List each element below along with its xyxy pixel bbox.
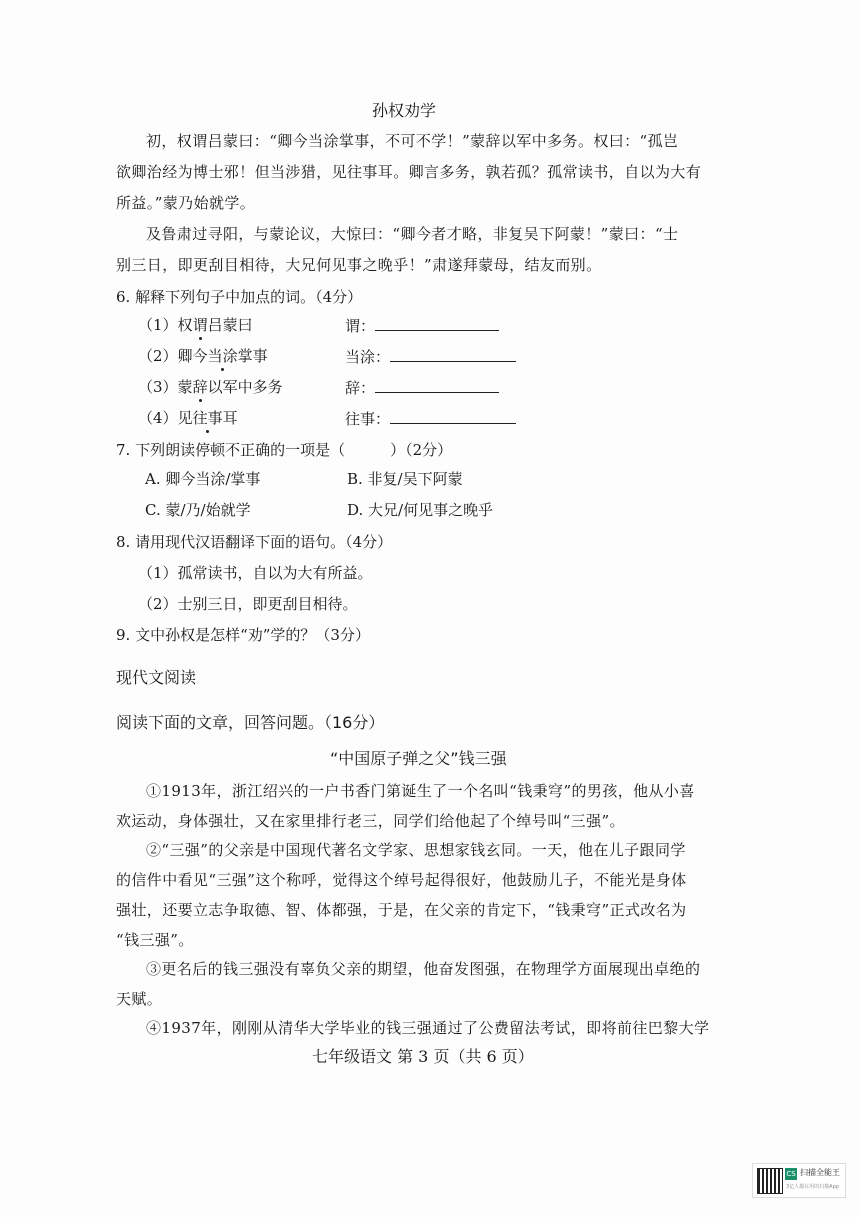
answer-label: 往事： — [345, 410, 391, 428]
option-d[interactable]: D. 大兄/何见事之晚乎 — [347, 501, 494, 519]
answer-label: 辞： — [345, 379, 376, 397]
dotted-word: 辞 — [192, 378, 208, 396]
question-7-stem: 7. 下列朗读停顿不正确的一项是（ ）（2分） — [116, 441, 453, 459]
article-line: 强壮，还要立志争取德、智、体都强，于是，在父亲的肯定下，“钱秉穹”正式改名为 — [116, 901, 687, 919]
option-c[interactable]: C. 蒙/乃/始就学 — [145, 501, 251, 519]
article-line: 天赋。 — [116, 990, 163, 1008]
question-6-stem: 6. 解释下列句子中加点的词。（4分） — [116, 288, 363, 306]
item-text: 卿今 — [177, 347, 208, 365]
question-6-item-3 — [138, 376, 283, 397]
page-footer: 七年级语文 第 3 页（共 6 页） — [312, 1047, 534, 1066]
item-number: （1） — [138, 316, 178, 334]
question-6-item-1 — [138, 314, 253, 335]
article-title: “中国原子弹之父”钱三强 — [330, 749, 507, 768]
qr-code-icon — [757, 1168, 783, 1194]
answer-field-4[interactable] — [345, 407, 516, 429]
passage-title: 孙权劝学 — [372, 101, 437, 120]
article-line: 欢运动，身体强壮，又在家里排行老三，同学们给他起了个绰号叫“三强”。 — [116, 812, 625, 830]
item-text: 权 — [177, 316, 193, 334]
dotted-word: 谓 — [192, 316, 208, 334]
item-text: 以军中多务 — [207, 378, 283, 396]
dotted-word: 当涂 — [207, 347, 238, 365]
item-number: （3） — [138, 378, 178, 396]
item-text: 见 — [177, 409, 193, 427]
dotted-word: 往事 — [192, 409, 223, 427]
answer-label: 当涂： — [345, 348, 391, 366]
section-instruction: 阅读下面的文章，回答问题。（16分） — [116, 713, 385, 732]
article-line: ②“三强”的父亲是中国现代著名文学家、思想家钱玄同。一天，他在儿子跟同学 — [146, 841, 686, 859]
item-number: （2） — [138, 347, 178, 365]
passage-line: 初，权谓吕蒙曰：“卿今当涂掌事，不可不学！”蒙辞以军中多务。权曰：“孤岂 — [146, 132, 679, 150]
question-6-item-2 — [138, 345, 268, 366]
option-a[interactable]: A. 卿今当涂/掌事 — [145, 470, 261, 488]
section-heading: 现代文阅读 — [116, 668, 197, 687]
answer-blank[interactable] — [390, 407, 516, 424]
answer-blank[interactable] — [375, 314, 499, 331]
passage-line: 及鲁肃过寻阳，与蒙论议，大惊曰：“卿今者才略，非复吴下阿蒙！”蒙曰：“士 — [146, 225, 679, 243]
answer-blank[interactable] — [390, 345, 516, 362]
item-text: 掌事 — [237, 347, 268, 365]
article-line: “钱三强”。 — [116, 931, 194, 949]
watermark-subtitle: 3亿人都在用的扫描App — [786, 1184, 839, 1190]
answer-blank[interactable] — [375, 376, 499, 393]
answer-field-1[interactable] — [345, 314, 499, 336]
item-text: 吕蒙曰 — [207, 316, 253, 334]
article-line: ④1937年，刚刚从清华大学毕业的钱三强通过了公费留法考试，即将前往巴黎大学 — [146, 1019, 710, 1037]
item-text: 耳 — [222, 409, 238, 427]
answer-field-2[interactable] — [345, 345, 516, 367]
item-number: （4） — [138, 409, 178, 427]
answer-field-3[interactable] — [345, 376, 499, 398]
question-6-item-4 — [138, 407, 238, 428]
question-9-stem: 9. 文中孙权是怎样“劝”学的？（3分） — [116, 626, 370, 644]
article-line: ①1913年，浙江绍兴的一户书香门第诞生了一个名叫“钱秉穹”的男孩，他从小喜 — [146, 782, 695, 800]
scanner-watermark — [752, 1163, 846, 1198]
passage-line: 别三日，即更刮目相待，大兄何见事之晚乎！”肃遂拜蒙母，结友而别。 — [116, 256, 602, 274]
camscanner-logo-icon: CS — [786, 1170, 796, 1178]
article-line: 的信件中看见“三强”这个称呼，觉得这个绰号起得很好，他鼓励儿子，不能光是身体 — [116, 871, 687, 889]
article-line: ③更名后的钱三强没有辜负父亲的期望，他奋发图强，在物理学方面展现出卓绝的 — [146, 960, 701, 978]
passage-line: 所益。”蒙乃始就学。 — [116, 194, 256, 212]
question-8-stem: 8. 请用现代汉语翻译下面的语句。（4分） — [116, 533, 393, 551]
watermark-name: 扫描全能王 — [800, 1168, 840, 1177]
passage-line: 欲卿治经为博士邪！但当涉猎，见往事耳。卿言多务，孰若孤？孤常读书，自以为大有 — [116, 163, 702, 181]
item-text: 蒙 — [177, 378, 193, 396]
question-8-item-1: （1）孤常读书，自以为大有所益。 — [138, 564, 373, 582]
answer-label: 谓： — [345, 317, 376, 335]
question-8-item-2: （2）士别三日，即更刮目相待。 — [138, 595, 358, 613]
option-b[interactable]: B. 非复/吴下阿蒙 — [347, 470, 463, 488]
